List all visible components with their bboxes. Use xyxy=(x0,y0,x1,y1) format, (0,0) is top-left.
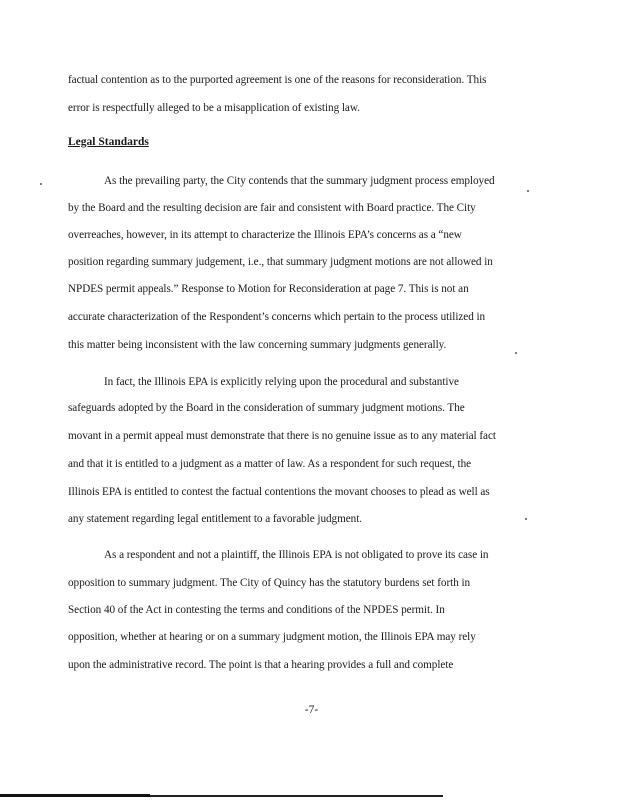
text-line: error is respectfully alleged to be a misapplication of existing law. xyxy=(68,102,360,114)
text-line: and that it is entitled to a judgment as a matter of law. As a respondent for such request, the xyxy=(68,458,472,470)
text-line: movant in a permit appeal must demonstrate that there is no genuine issue as to any material fact xyxy=(68,430,496,442)
text-line: Illinois EPA is entitled to contest the factual contentions the movant chooses to plead as well as xyxy=(68,486,490,498)
scan-speck xyxy=(525,518,527,520)
scan-speck xyxy=(527,190,529,192)
scan-speck xyxy=(40,183,42,185)
text-line: As the prevailing party, the City contends that the summary judgment process employed xyxy=(104,175,495,187)
text-line: opposition, whether at hearing or on a summary judgment motion, the Illinois EPA may rely xyxy=(68,631,476,643)
text-line: NPDES permit appeals.” Response to Motion for Reconsideration at page 7. This is not an xyxy=(68,283,469,295)
text-line: position regarding summary judgement, i.e., that summary judgment motions are not allowed in xyxy=(68,256,493,268)
text-line: overreaches, however, in its attempt to characterize the Illinois EPA’s concerns as a “new xyxy=(68,229,462,241)
text-line: upon the administrative record. The point is that a hearing provides a full and complete xyxy=(68,659,454,671)
bottom-rule-thick xyxy=(0,794,150,797)
text-line: opposition to summary judgment. The City of Quincy has the statutory burdens set forth in xyxy=(68,577,471,589)
text-line: factual contention as to the purported agreement is one of the reasons for reconsideration. This xyxy=(68,74,487,86)
page-number: -7- xyxy=(304,704,319,716)
text-line: In fact, the Illinois EPA is explicitly relying upon the procedural and substantive xyxy=(104,376,459,388)
text-line: this matter being inconsistent with the law concerning summary judgments generally. xyxy=(68,339,447,351)
text-line: any statement regarding legal entitlement to a favorable judgment. xyxy=(68,513,362,525)
text-line: safeguards adopted by the Board in the consideration of summary judgment motions. The xyxy=(68,402,465,414)
text-line: accurate characterization of the Respondent’s concerns which pertain to the process utilized in xyxy=(68,311,486,323)
scan-speck xyxy=(515,352,517,354)
text-line: by the Board and the resulting decision are fair and consistent with Board practice. The City xyxy=(68,202,476,214)
text-line: As a respondent and not a plaintiff, the Illinois EPA is not obligated to prove its case in xyxy=(104,549,489,561)
text-line: Section 40 of the Act in contesting the terms and conditions of the NPDES permit. In xyxy=(68,604,445,616)
section-heading: Legal Standards xyxy=(68,136,149,148)
